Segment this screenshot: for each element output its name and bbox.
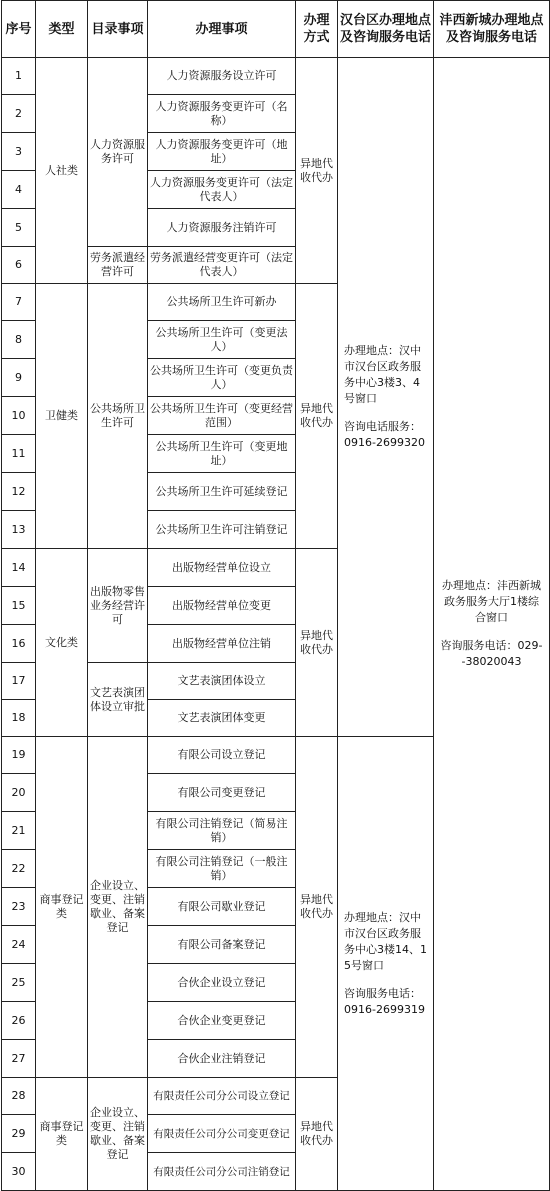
header-method: 办理方式 <box>296 1 338 58</box>
row-number: 14 <box>2 549 36 587</box>
table-row <box>2 58 550 95</box>
row-number: 7 <box>2 284 36 321</box>
hantai-contact-cell <box>338 58 434 737</box>
item-cell: 有限公司注销登记（一般注销） <box>148 850 296 888</box>
header-type: 类型 <box>36 1 88 58</box>
method-cell: 异地代收代办 <box>296 58 338 284</box>
row-number: 2 <box>2 95 36 133</box>
header-fengxi: 沣西新城办理地点及咨询服务电话 <box>434 1 550 58</box>
row-number: 9 <box>2 359 36 397</box>
method-cell: 异地代收代办 <box>296 549 338 737</box>
item-cell: 出版物经营单位设立 <box>148 549 296 587</box>
item-cell: 有限公司注销登记（简易注销） <box>148 812 296 850</box>
row-number: 24 <box>2 926 36 964</box>
row-number: 18 <box>2 700 36 737</box>
row-number: 11 <box>2 435 36 473</box>
item-cell: 公共场所卫生许可注销登记 <box>148 511 296 549</box>
item-cell: 文艺表演团体设立 <box>148 663 296 700</box>
row-number: 8 <box>2 321 36 359</box>
hantai-phone: 咨询电话服务：0916-2699320 <box>344 420 425 449</box>
hantai-contact-cell <box>338 737 434 1191</box>
type-cell: 人社类 <box>36 58 88 284</box>
item-cell: 公共场所卫生许可延续登记 <box>148 473 296 511</box>
item-cell: 公共场所卫生许可新办 <box>148 284 296 321</box>
row-number: 3 <box>2 133 36 171</box>
row-number: 4 <box>2 171 36 209</box>
fengxi-contact-cell <box>434 58 550 1191</box>
row-number: 23 <box>2 888 36 926</box>
row-number: 30 <box>2 1153 36 1191</box>
row-number: 17 <box>2 663 36 700</box>
row-number: 27 <box>2 1040 36 1078</box>
catalog-cell: 人力资源服务许可 <box>88 58 148 247</box>
type-cell: 商事登记类 <box>36 737 88 1078</box>
header-item: 办理事项 <box>148 1 296 58</box>
header-seq: 序号 <box>2 1 36 58</box>
row-number: 12 <box>2 473 36 511</box>
catalog-cell: 企业设立、变更、注销歇业、备案登记 <box>88 737 148 1078</box>
fengxi-address: 办理地点：沣西新城政务服务大厅1楼综合窗口 <box>442 579 541 624</box>
item-cell: 人力资源服务设立许可 <box>148 58 296 95</box>
item-cell: 公共场所卫生许可（变更法人） <box>148 321 296 359</box>
row-number: 20 <box>2 774 36 812</box>
catalog-cell: 公共场所卫生许可 <box>88 284 148 549</box>
method-cell: 异地代收代办 <box>296 284 338 549</box>
header-hantai: 汉台区办理地点及咨询服务电话 <box>338 1 434 58</box>
item-cell: 合伙企业注销登记 <box>148 1040 296 1078</box>
catalog-cell: 出版物零售业务经营许可 <box>88 549 148 663</box>
header-row <box>2 1 550 58</box>
hantai-address: 办理地点：汉中市汉台区政务服务中心3楼14、15号窗口 <box>344 910 427 972</box>
row-number: 1 <box>2 58 36 95</box>
catalog-cell: 劳务派遣经营许可 <box>88 247 148 284</box>
row-number: 21 <box>2 812 36 850</box>
row-number: 19 <box>2 737 36 774</box>
item-cell: 人力资源服务变更许可（法定代表人） <box>148 171 296 209</box>
item-cell: 有限公司备案登记 <box>148 926 296 964</box>
item-cell: 有限公司变更登记 <box>148 774 296 812</box>
item-cell: 劳务派遣经营变更许可（法定代表人） <box>148 247 296 284</box>
row-number: 25 <box>2 964 36 1002</box>
item-cell: 人力资源服务变更许可（名称） <box>148 95 296 133</box>
type-cell: 文化类 <box>36 549 88 737</box>
item-cell: 公共场所卫生许可（变更经营范围） <box>148 397 296 435</box>
row-number: 29 <box>2 1115 36 1153</box>
row-number: 5 <box>2 209 36 247</box>
row-number: 13 <box>2 511 36 549</box>
item-cell: 有限责任公司分公司变更登记 <box>148 1115 296 1153</box>
fengxi-phone: 咨询服务电话：029--38020043 <box>440 639 543 668</box>
item-cell: 出版物经营单位注销 <box>148 625 296 663</box>
hantai-address: 办理地点：汉中市汉台区政务服务中心3楼3、4号窗口 <box>344 344 421 405</box>
type-cell: 商事登记类 <box>36 1078 88 1191</box>
catalog-cell: 企业设立、变更、注销歇业、备案登记 <box>88 1078 148 1191</box>
row-number: 15 <box>2 587 36 625</box>
header-catalog: 目录事项 <box>88 1 148 58</box>
method-cell: 异地代收代办 <box>296 737 338 1078</box>
row-number: 16 <box>2 625 36 663</box>
item-cell: 合伙企业变更登记 <box>148 1002 296 1040</box>
method-cell: 异地代收代办 <box>296 1078 338 1191</box>
item-cell: 人力资源服务变更许可（地址） <box>148 133 296 171</box>
row-number: 22 <box>2 850 36 888</box>
row-number: 26 <box>2 1002 36 1040</box>
item-cell: 有限公司设立登记 <box>148 737 296 774</box>
item-cell: 有限责任公司分公司设立登记 <box>148 1078 296 1115</box>
hantai-phone: 咨询服务电话：0916-2699319 <box>344 986 425 1016</box>
row-number: 6 <box>2 247 36 284</box>
item-cell: 文艺表演团体变更 <box>148 700 296 737</box>
item-cell: 人力资源服务注销许可 <box>148 209 296 247</box>
item-cell: 公共场所卫生许可（变更负责人） <box>148 359 296 397</box>
catalog-cell: 文艺表演团体设立审批 <box>88 663 148 737</box>
item-cell: 有限责任公司分公司注销登记 <box>148 1153 296 1191</box>
item-cell: 有限公司歇业登记 <box>148 888 296 926</box>
item-cell: 合伙企业设立登记 <box>148 964 296 1002</box>
item-cell: 出版物经营单位变更 <box>148 587 296 625</box>
item-cell: 公共场所卫生许可（变更地址） <box>148 435 296 473</box>
row-number: 28 <box>2 1078 36 1115</box>
service-table <box>1 0 550 1191</box>
row-number: 10 <box>2 397 36 435</box>
type-cell: 卫健类 <box>36 284 88 549</box>
